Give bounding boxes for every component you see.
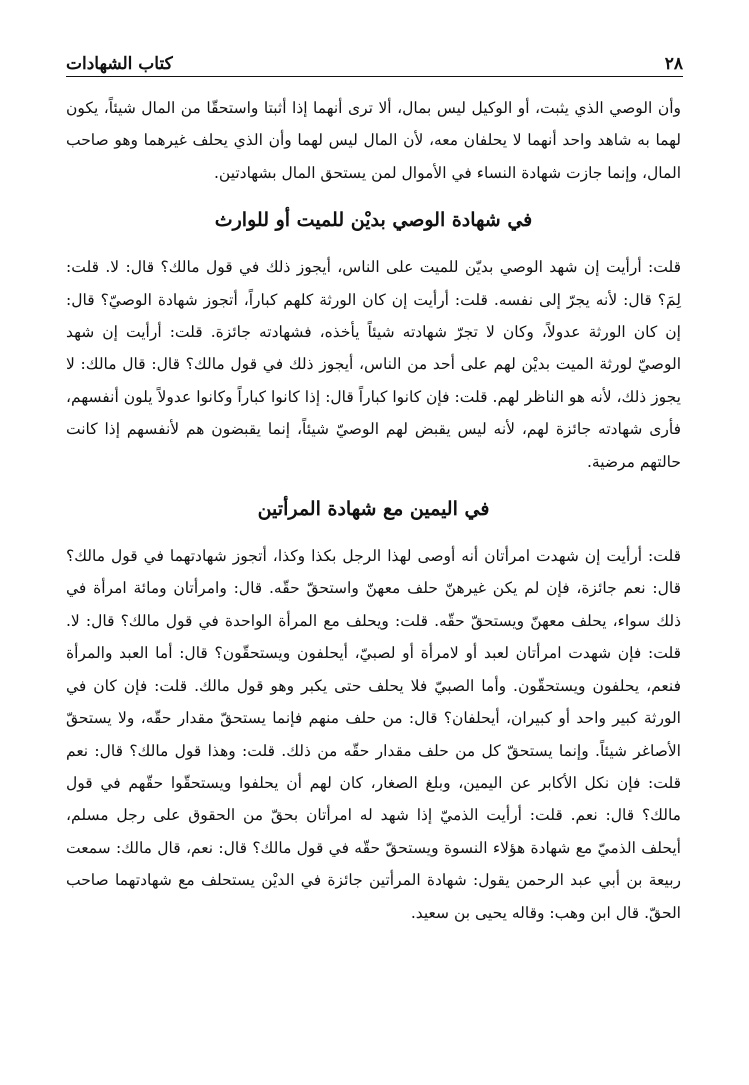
paragraph-3: قلت: أرأيت إن شهدت امرأتان أنه أوصى لهذا الرجل بكذا وكذا، أتجوز شهادتهما في قول مالك؟ قال: نعم جائزة، فإن لم يكن غيرهنّ حلف معهنّ واستحقّ حقّه. قال: وامرأتان ومائة امرأة في ذلك سواء، يحلف معهنّ ويستحقّ حقّه. قلت: ويحلف مع المرأة الواحدة في قول مالك؟ قال: لا. قلت: فإن شهدت امرأتان لعبد أو لامرأة أو لصبيّ، أيحلفون ويستحقّون؟ قال: أما العبد والمرأة فنعم، يحلفون ويستحقّون. وأما الصبيّ فلا يحلف حتى يكبر وهو قول مالك. قلت: فإن كان في الورثة كبير واحد أو كبيران، أيحلفان؟ قال: من حلف منهم فإنما يستحقّ مقدار حقّه، ولا يستحقّ الأصاغر شيئاً. وإنما يستحقّ كل من حلف مقدار حقّه من ذلك. قلت: وهذا قول مالك؟ قال: نعم قلت: فإن نكل الأكابر عن اليمين، وبلغ الصغار، كان لهم أن يحلفوا ويستحقّوا حقّهم في قول مالك؟ قال: نعم. قلت: أرأيت الذميّ إذا شهد له امرأتان بحقّ من الحقوق على رجل مسلم، أيحلف الذميّ مع شهادة هؤلاء النسوة ويستحقّ حقّه في قول مالك؟ قال: نعم، قال مالك: سمعت ربيعة بن أبي عبد الرحمن يقول: شهادة المرأتين جائزة في الديْن يستحلف مع شهادتهما صاحب الحقّ. قال ابن وهب: وقاله يحيى بن سعيد. <box>66 547 681 922</box>
paragraph-1: وأن الوصي الذي يثبت، أو الوكيل ليس بمال، ألا ترى أنهما إذا أثبتا واستحقّا من المال شيئاً، يكون لهما به شاهد واحد أنهما لا يحلفان معه، لأن المال ليس لهما وأن الذي يحلف غيرهما وهو صاحب المال، وإنما جازت شهادة النساء في الأموال لمن يستحق المال بشهادتين. <box>66 99 681 182</box>
section-heading-1: في شهادة الوصي بديْن للميت أو للوارث <box>214 209 533 232</box>
paragraph-2: قلت: أرأيت إن شهد الوصي بديّن للميت على الناس، أيجوز ذلك في قول مالك؟ قال: لا. قلت: لِمَ؟ قال: لأنه يجرّ إلى نفسه. قلت: أرأيت إن كان الورثة كلهم كباراً، أتجوز شهادة الوصيّ؟ قال: إن كان الورثة عدولاً، وكان لا تجرّ شهادته شيئاً يأخذه، فشهادته جائزة. قلت: أرأيت إن شهد الوصيّ لورثة الميت بديْن لهم على أحد من الناس، أيجوز ذلك في قول مالك؟ قال: قال مالك: لا يجوز ذلك، لأنه هو الناظر لهم. قلت: فإن كانوا كباراً قال: إذا كانوا كباراً وكانوا عدولاً يلون أنفسهم، فأرى شهادته جائزة لهم، لأنه ليس يقبض لهم الوصيّ شيئاً، إنما يقبضون هم لأنفسهم إذا كانت حالتهم مرضية. <box>66 258 681 471</box>
section-heading-2: في اليمين مع شهادة المرأتين <box>257 498 490 521</box>
running-header <box>66 40 683 74</box>
header-divider <box>66 76 683 77</box>
page-number: ٢٨ <box>664 54 683 74</box>
book-title: كتاب الشهادات <box>66 54 173 74</box>
page-body <box>66 92 681 929</box>
